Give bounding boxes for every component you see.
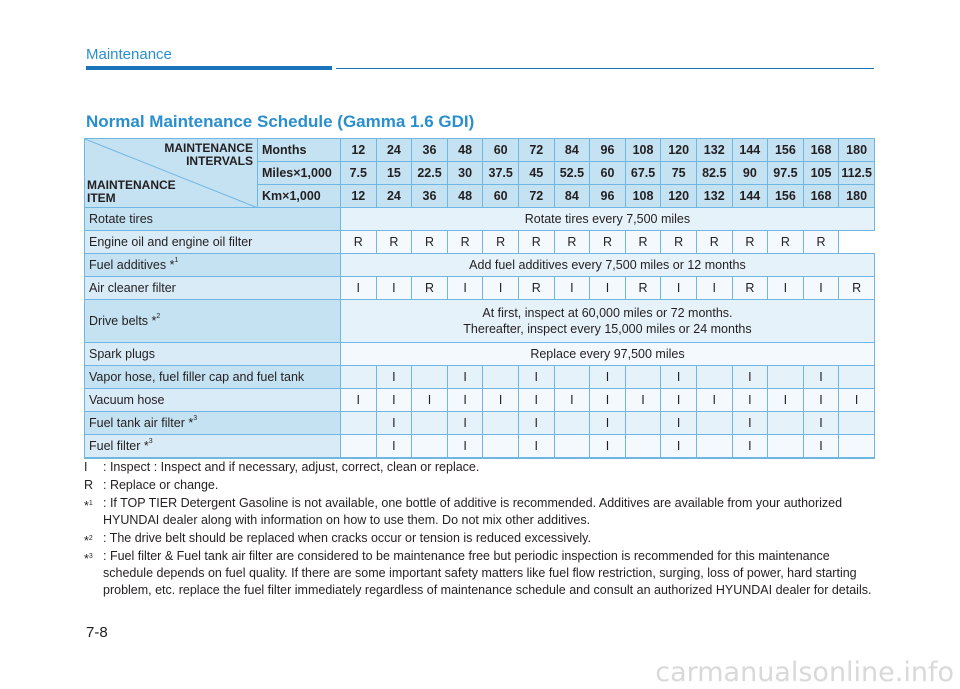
schedule-row bbox=[85, 389, 875, 412]
schedule-row bbox=[85, 435, 875, 459]
schedule-cell: I bbox=[661, 412, 697, 435]
schedule-cell: I bbox=[376, 435, 412, 459]
legend-mark bbox=[84, 548, 93, 568]
legend-note bbox=[84, 530, 876, 547]
schedule-cell: I bbox=[554, 277, 590, 300]
schedule-cell: I bbox=[518, 412, 554, 435]
header-corner-cell bbox=[85, 139, 258, 208]
interval-value: 36 bbox=[412, 185, 448, 208]
schedule-cell: R bbox=[625, 231, 661, 254]
schedule-row bbox=[85, 208, 875, 231]
legend-note bbox=[84, 477, 876, 494]
schedule-cell: I bbox=[768, 389, 804, 412]
schedule-cell bbox=[839, 366, 875, 389]
interval-value: 52.5 bbox=[554, 162, 590, 185]
interval-value: 112.5 bbox=[839, 162, 875, 185]
schedule-cell: I bbox=[376, 412, 412, 435]
maintenance-item bbox=[85, 208, 341, 231]
interval-value: 12 bbox=[341, 139, 377, 162]
legend-note bbox=[84, 495, 876, 529]
interval-value: 108 bbox=[625, 185, 661, 208]
schedule-cell: I bbox=[341, 277, 377, 300]
schedule-cell bbox=[341, 412, 377, 435]
schedule-cell: I bbox=[447, 277, 483, 300]
maintenance-item-label: Vapor hose, fuel filler cap and fuel tank bbox=[89, 370, 305, 384]
schedule-row bbox=[85, 412, 875, 435]
legend-mark-sup: 1 bbox=[88, 500, 93, 507]
interval-value: 15 bbox=[376, 162, 412, 185]
maintenance-item bbox=[85, 412, 341, 435]
schedule-cell: I bbox=[341, 389, 377, 412]
interval-value: 180 bbox=[839, 185, 875, 208]
interval-value: 108 bbox=[625, 139, 661, 162]
schedule-span-cell bbox=[341, 343, 875, 366]
schedule-cell: R bbox=[376, 231, 412, 254]
interval-value: 45 bbox=[518, 162, 554, 185]
schedule-span-text: Rotate tires every 7,500 miles bbox=[524, 212, 691, 226]
schedule-cell: I bbox=[696, 277, 732, 300]
maintenance-item bbox=[85, 435, 341, 459]
maintenance-schedule-table bbox=[84, 138, 875, 459]
corner-intervals-label bbox=[164, 142, 253, 168]
interval-value: 67.5 bbox=[625, 162, 661, 185]
legend-mark-sup: 2 bbox=[88, 535, 93, 542]
schedule-cell: I bbox=[803, 412, 839, 435]
schedule-cell: R bbox=[412, 277, 448, 300]
interval-value: 60 bbox=[590, 162, 626, 185]
footnote-ref: 2 bbox=[156, 313, 161, 320]
schedule-cell: I bbox=[412, 389, 448, 412]
maintenance-item bbox=[85, 300, 341, 343]
maintenance-item bbox=[85, 277, 341, 300]
schedule-cell bbox=[625, 435, 661, 459]
maintenance-item-label: Fuel tank air filter * bbox=[89, 416, 194, 430]
schedule-cell bbox=[696, 412, 732, 435]
interval-value: 105 bbox=[803, 162, 839, 185]
schedule-row bbox=[85, 366, 875, 389]
schedule-cell bbox=[768, 435, 804, 459]
header-rule-thin bbox=[336, 68, 874, 69]
footnote-ref: 3 bbox=[148, 438, 153, 445]
interval-value: 156 bbox=[768, 185, 804, 208]
schedule-cell: I bbox=[803, 435, 839, 459]
schedule-row bbox=[85, 277, 875, 300]
schedule-cell: I bbox=[732, 389, 768, 412]
schedule-span-text: At first, inspect at 60,000 miles or 72 months. bbox=[482, 306, 733, 320]
legend-text: : Inspect : Inspect and if necessary, adjust, correct, clean or replace. bbox=[103, 460, 480, 474]
schedule-cell bbox=[554, 366, 590, 389]
schedule-span-text: Thereafter, inspect every 15,000 miles or 24 months bbox=[463, 322, 752, 336]
maintenance-item-label: Fuel additives * bbox=[89, 258, 175, 272]
interval-value: 7.5 bbox=[341, 162, 377, 185]
schedule-cell: R bbox=[518, 231, 554, 254]
section-title: Maintenance bbox=[86, 46, 172, 63]
legend-text: : If TOP TIER Detergent Gasoline is not available, one bottle of additive is recommended. Additives are available from your authorized HYUNDAI dealer along with information on how to use them. Do not mix other additives. bbox=[103, 496, 843, 527]
schedule-cell: R bbox=[412, 231, 448, 254]
maintenance-item-label: Rotate tires bbox=[89, 212, 153, 226]
schedule-cell bbox=[839, 412, 875, 435]
schedule-cell: R bbox=[661, 231, 697, 254]
schedule-span-cell bbox=[341, 300, 875, 343]
schedule-cell: R bbox=[483, 231, 519, 254]
interval-row bbox=[85, 139, 875, 162]
footnote-ref: 3 bbox=[193, 415, 198, 422]
schedule-cell: I bbox=[732, 435, 768, 459]
corner-top-line: INTERVALS bbox=[186, 154, 253, 168]
interval-value: 97.5 bbox=[768, 162, 804, 185]
legend-mark-symbol: * bbox=[84, 552, 89, 567]
schedule-row bbox=[85, 300, 875, 343]
schedule-cell: I bbox=[518, 389, 554, 412]
interval-value: 24 bbox=[376, 139, 412, 162]
interval-unit: Km×1,000 bbox=[258, 185, 341, 208]
schedule-cell: I bbox=[590, 389, 626, 412]
maintenance-item bbox=[85, 389, 341, 412]
schedule-cell: I bbox=[803, 389, 839, 412]
interval-value: 96 bbox=[590, 139, 626, 162]
schedule-cell: I bbox=[661, 366, 697, 389]
interval-value: 132 bbox=[696, 139, 732, 162]
page-number: 7-8 bbox=[86, 624, 108, 641]
schedule-span-text: Add fuel additives every 7,500 miles or 12 months bbox=[469, 258, 746, 272]
corner-top-line: MAINTENANCE bbox=[164, 141, 253, 155]
maintenance-item-label: Fuel filter * bbox=[89, 439, 149, 453]
header-rule-thick bbox=[86, 66, 332, 70]
schedule-cell: R bbox=[732, 277, 768, 300]
interval-value: 12 bbox=[341, 185, 377, 208]
legend-mark-symbol: I bbox=[84, 460, 88, 474]
schedule-cell: R bbox=[625, 277, 661, 300]
corner-bottom-line: MAINTENANCE bbox=[87, 178, 176, 192]
legend-mark-symbol: R bbox=[84, 478, 94, 492]
interval-unit: Months bbox=[258, 139, 341, 162]
schedule-cell: I bbox=[732, 412, 768, 435]
schedule-row bbox=[85, 254, 875, 277]
interval-value: 96 bbox=[590, 185, 626, 208]
maintenance-item bbox=[85, 343, 341, 366]
maintenance-item-label: Drive belts * bbox=[89, 314, 157, 328]
maintenance-item bbox=[85, 231, 341, 254]
schedule-row bbox=[85, 343, 875, 366]
schedule-cell bbox=[412, 435, 448, 459]
schedule-cell: I bbox=[661, 435, 697, 459]
schedule-cell bbox=[768, 412, 804, 435]
schedule-cell: I bbox=[803, 366, 839, 389]
interval-value: 60 bbox=[483, 185, 519, 208]
interval-unit: Miles×1,000 bbox=[258, 162, 341, 185]
schedule-cell bbox=[412, 412, 448, 435]
schedule-cell: R bbox=[732, 231, 768, 254]
schedule-cell: R bbox=[839, 277, 875, 300]
schedule-cell: I bbox=[590, 277, 626, 300]
schedule-cell: I bbox=[661, 389, 697, 412]
legend-mark-symbol: * bbox=[84, 534, 89, 549]
schedule-cell: I bbox=[376, 277, 412, 300]
schedule-cell bbox=[483, 366, 519, 389]
interval-value: 22.5 bbox=[412, 162, 448, 185]
schedule-cell: I bbox=[483, 277, 519, 300]
schedule-cell: I bbox=[803, 277, 839, 300]
schedule-cell: R bbox=[768, 231, 804, 254]
schedule-cell: I bbox=[768, 277, 804, 300]
legend-mark bbox=[84, 477, 93, 494]
maintenance-item-label: Vacuum hose bbox=[89, 393, 165, 407]
schedule-cell bbox=[341, 435, 377, 459]
schedule-cell: I bbox=[625, 389, 661, 412]
schedule-cell bbox=[696, 366, 732, 389]
legend-note bbox=[84, 459, 876, 476]
legend-mark-sup: 3 bbox=[88, 553, 93, 560]
schedule-cell: I bbox=[590, 412, 626, 435]
maintenance-item-label: Air cleaner filter bbox=[89, 281, 176, 295]
schedule-cell bbox=[625, 366, 661, 389]
legend-mark bbox=[84, 495, 93, 515]
interval-value: 84 bbox=[554, 139, 590, 162]
schedule-cell: R bbox=[341, 231, 377, 254]
schedule-cell bbox=[412, 366, 448, 389]
schedule-cell bbox=[483, 412, 519, 435]
schedule-cell: R bbox=[696, 231, 732, 254]
legend-mark-symbol: * bbox=[84, 499, 89, 514]
schedule-cell: I bbox=[696, 389, 732, 412]
corner-bottom-line: ITEM bbox=[87, 191, 116, 205]
interval-value: 156 bbox=[768, 139, 804, 162]
schedule-cell: I bbox=[554, 389, 590, 412]
schedule-cell: R bbox=[590, 231, 626, 254]
maintenance-item bbox=[85, 254, 341, 277]
schedule-cell: I bbox=[447, 435, 483, 459]
schedule-cell: I bbox=[376, 389, 412, 412]
interval-value: 90 bbox=[732, 162, 768, 185]
interval-value: 120 bbox=[661, 139, 697, 162]
schedule-cell: I bbox=[518, 366, 554, 389]
schedule-cell: I bbox=[732, 366, 768, 389]
schedule-cell: R bbox=[447, 231, 483, 254]
legend-text: : Fuel filter & Fuel tank air filter are considered to be maintenance free but periodic inspection is recommended for this maintenance schedule depends on fuel quality. If there are some important safety matters like fuel flow restriction, surging, loss of power, hard starting problem, etc. replace the fuel filter immediately regardless of maintenance schedule and consult an authorized HYUNDAI dealer for details. bbox=[103, 549, 872, 597]
schedule-cell: R bbox=[518, 277, 554, 300]
interval-value: 72 bbox=[518, 139, 554, 162]
maintenance-item bbox=[85, 366, 341, 389]
interval-value: 48 bbox=[447, 185, 483, 208]
interval-value: 30 bbox=[447, 162, 483, 185]
footnote-ref: 1 bbox=[174, 257, 179, 264]
interval-value: 144 bbox=[732, 185, 768, 208]
interval-value: 75 bbox=[661, 162, 697, 185]
schedule-cell: R bbox=[554, 231, 590, 254]
interval-value: 120 bbox=[661, 185, 697, 208]
schedule-span-cell bbox=[341, 208, 875, 231]
schedule-cell: I bbox=[447, 389, 483, 412]
interval-value: 48 bbox=[447, 139, 483, 162]
interval-value: 168 bbox=[803, 185, 839, 208]
schedule-cell: I bbox=[590, 435, 626, 459]
watermark: carmanualsonline.info bbox=[655, 657, 954, 688]
schedule-cell bbox=[554, 435, 590, 459]
schedule-span-cell bbox=[341, 254, 875, 277]
interval-value: 60 bbox=[483, 139, 519, 162]
schedule-cell: R bbox=[803, 231, 839, 254]
maintenance-item-label: Spark plugs bbox=[89, 347, 156, 361]
schedule-cell bbox=[483, 435, 519, 459]
schedule-cell: I bbox=[518, 435, 554, 459]
maintenance-item-label: Engine oil and engine oil filter bbox=[89, 235, 253, 249]
legend-notes bbox=[84, 459, 876, 600]
corner-item-label bbox=[87, 179, 176, 205]
interval-value: 72 bbox=[518, 185, 554, 208]
interval-value: 37.5 bbox=[483, 162, 519, 185]
schedule-span-text: Replace every 97,500 miles bbox=[530, 347, 685, 361]
schedule-cell bbox=[768, 366, 804, 389]
schedule-cell bbox=[341, 366, 377, 389]
interval-value: 24 bbox=[376, 185, 412, 208]
schedule-cell bbox=[839, 435, 875, 459]
interval-value: 180 bbox=[839, 139, 875, 162]
schedule-cell: I bbox=[447, 366, 483, 389]
schedule-cell: I bbox=[447, 412, 483, 435]
interval-value: 84 bbox=[554, 185, 590, 208]
schedule-cell: I bbox=[483, 389, 519, 412]
interval-value: 144 bbox=[732, 139, 768, 162]
schedule-cell bbox=[554, 412, 590, 435]
schedule-row bbox=[85, 231, 875, 254]
interval-value: 132 bbox=[696, 185, 732, 208]
schedule-cell: I bbox=[661, 277, 697, 300]
legend-note bbox=[84, 548, 876, 599]
interval-value: 168 bbox=[803, 139, 839, 162]
legend-text: : The drive belt should be replaced when cracks occur or tension is reduced excessively. bbox=[103, 531, 591, 545]
schedule-cell: I bbox=[376, 366, 412, 389]
schedule-cell bbox=[625, 412, 661, 435]
schedule-cell bbox=[696, 435, 732, 459]
interval-value: 36 bbox=[412, 139, 448, 162]
legend-mark bbox=[84, 459, 87, 476]
interval-value: 82.5 bbox=[696, 162, 732, 185]
page-heading: Normal Maintenance Schedule (Gamma 1.6 GDI) bbox=[86, 112, 475, 131]
schedule-cell: I bbox=[590, 366, 626, 389]
schedule-cell: I bbox=[839, 389, 875, 412]
legend-text: : Replace or change. bbox=[103, 478, 219, 492]
